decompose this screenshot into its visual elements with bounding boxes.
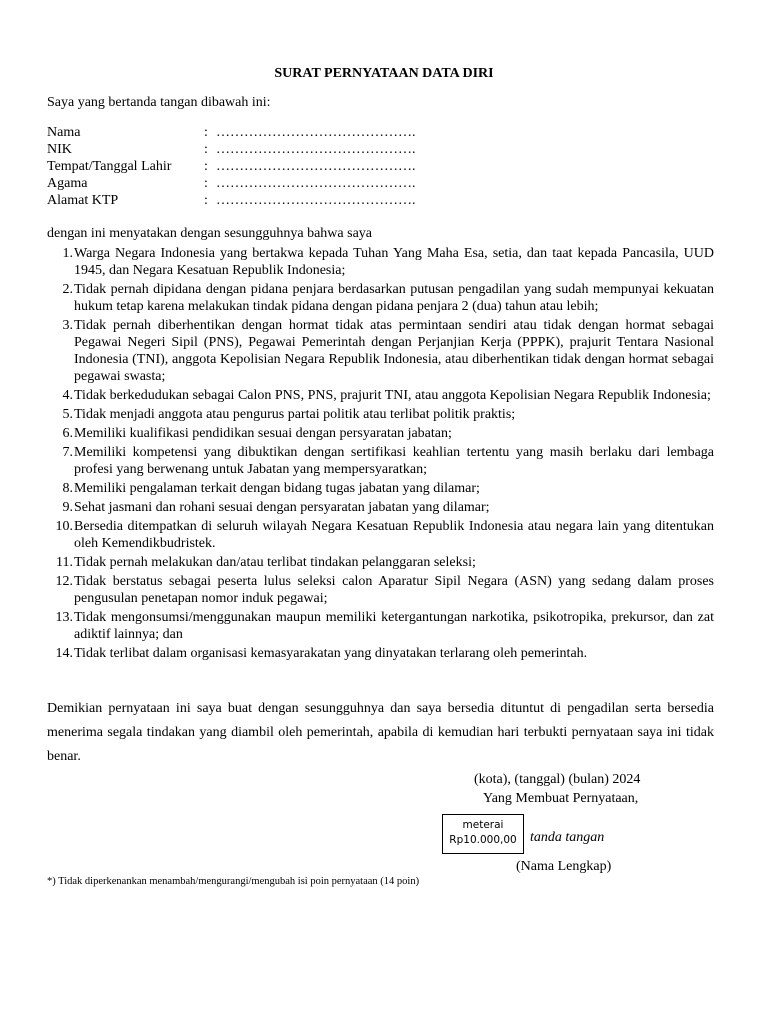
list-item [47,425,714,442]
field-colon: : [204,142,208,157]
signature-placeholder: tanda tangan [530,830,605,845]
list-text: Tidak mengonsumsi/menggunakan maupun memiliki ketergantungan narkotika, psikotropika, prekursor, dan zat adiktif lainnya; dan [74,610,714,642]
document-title: SURAT PERNYATAAN DATA DIRI [274,66,494,81]
field-value: ……………………………………. [216,142,416,157]
intro-text: Saya yang bertanda tangan dibawah ini: [47,95,271,110]
field-label: Agama [47,176,88,191]
field-value: ……………………………………. [216,159,416,174]
list-text: Memiliki pengalaman terkait dengan bidang tugas jabatan yang dilamar; [74,481,480,496]
list-number: 8. [62,481,73,496]
list-item [47,444,714,478]
list-number: 12. [55,574,73,589]
list-text: Tidak pernah dipidana dengan pidana penjara berdasarkan putusan pengadilan yang sudah mempunyai kekuatan hukum tetap karena melakukan tindak pidana dengan pidana penjara 2 (dua) tahun atau lebih; [74,282,714,314]
list-number: 10. [55,519,73,534]
maker-label: Yang Membuat Pernyataan, [483,791,639,806]
list-text: Tidak pernah diberhentikan dengan hormat tidak atas permintaan sendiri atau tidak dengan hormat sebagai Pegawai Negeri Sipil (PNS), Pegawai Pemerintah dengan Perjanjian Kerja (PPPK), prajurit Tentara Nasional Indonesia (TNI), anggota Kepolisian Negara Republik Indonesia, atau diberhentikan tidak dengan hormat sebagai pegawai swasta; [74,318,714,384]
field-colon: : [204,159,208,174]
list-text: Bersedia ditempatkan di seluruh wilayah Negara Kesatuan Republik Indonesia atau negara lain yang ditentukan oleh Kemendikbudristek. [74,519,714,551]
field-colon: : [204,125,208,140]
list-item [47,518,714,552]
field-colon: : [204,176,208,191]
field-value: ……………………………………. [216,125,416,140]
list-number: 14. [55,646,73,661]
list-number: 7. [62,445,73,460]
list-text: Tidak terlibat dalam organisasi kemasyarakatan yang dinyatakan terlarang oleh pemerintah. [74,646,588,661]
list-item [47,387,714,404]
list-text: Tidak berkedudukan sebagai Calon PNS, PNS, prajurit TNI, atau anggota Kepolisian Negara Republik Indonesia; [74,388,711,403]
field-value: ……………………………………. [216,193,416,208]
list-item [47,406,714,423]
list-number: 2. [62,282,73,297]
list-text: Warga Negara Indonesia yang bertakwa kepada Tuhan Yang Maha Esa, setia, dan taat kepada Pancasila, UUD 1945, dan Negara Kesatuan Republik Indonesia; [74,246,714,278]
list-item [47,573,714,607]
field-label: Nama [47,125,81,140]
list-number: 3. [62,318,73,333]
list-text: Memiliki kompetensi yang dibuktikan dengan sertifikasi keahlian tertentu yang masih berlaku dari lembaga profesi yang berwenang untuk Jabatan yang mempersyaratkan; [74,445,714,477]
list-number: 9. [62,500,73,515]
full-name: (Nama Lengkap) [516,859,612,874]
field-row-ttl [47,158,416,175]
stamp-label: meterai [462,819,504,831]
closing-paragraph: Demikian pernyataan ini saya buat dengan sesungguhnya dan saya bersedia dituntut di pengadilan serta bersedia menerima segala tindakan yang diambil oleh pemerintah, apabila di kemudian hari terbukti pernyataan saya ini tidak benar. [47,701,714,764]
list-number: 6. [62,426,73,441]
field-row-agama [47,175,416,192]
list-text: Tidak berstatus sebagai peserta lulus seleksi calon Aparatur Sipil Negara (ASN) yang sedang dalam proses pengusulan penetapan nomor induk pegawai; [74,574,714,606]
field-row-nik [47,141,416,158]
footnote: *) Tidak diperkenankan menambah/mengurangi/mengubah isi poin pernyataan (14 poin) [47,876,420,887]
field-label: Alamat KTP [47,193,119,208]
list-text: Memiliki kualifikasi pendidikan sesuai dengan persyaratan jabatan; [74,426,452,441]
list-item [47,499,714,516]
list-item [47,554,714,571]
statement-list [47,245,714,664]
list-text: Tidak pernah melakukan dan/atau terlibat tindakan pelanggaran seleksi; [74,555,476,570]
list-text: Sehat jasmani dan rohani sesuai dengan persyaratan jabatan yang dilamar; [74,500,490,515]
list-text: Tidak menjadi anggota atau pengurus partai politik atau terlibat politik praktis; [74,407,516,422]
list-number: 11. [56,555,73,570]
statement-lead: dengan ini menyatakan dengan sesungguhnya bahwa saya [47,226,373,241]
list-item [47,480,714,497]
list-item [47,245,714,279]
field-row-nama [47,124,416,141]
field-colon: : [204,193,208,208]
list-number: 5. [62,407,73,422]
list-item [47,609,714,643]
list-item [47,645,714,662]
stamp-amount: Rp10.000,00 [449,834,517,846]
stamp-box [442,814,524,854]
place-date: (kota), (tanggal) (bulan) 2024 [474,772,641,787]
field-label: Tempat/Tanggal Lahir [47,159,172,174]
list-number: 1. [62,246,73,261]
field-value: ……………………………………. [216,176,416,191]
list-number: 4. [62,388,73,403]
list-item [47,281,714,315]
list-item [47,317,714,385]
identity-fields [47,124,416,209]
list-number: 13. [55,610,73,625]
field-label: NIK [47,142,72,157]
field-row-alamat [47,192,416,209]
